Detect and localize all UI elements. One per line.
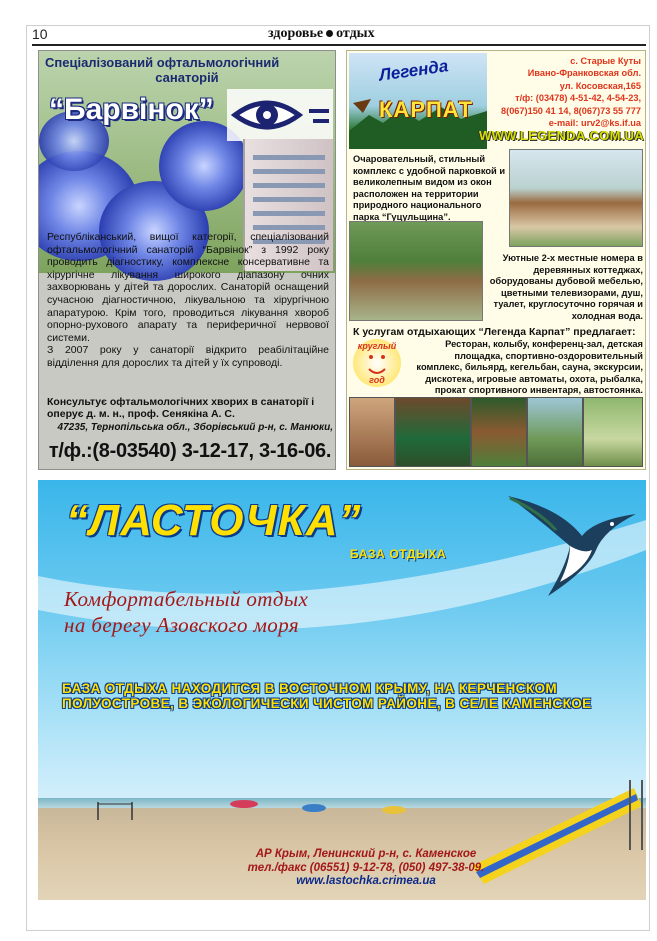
header-divider [32,44,646,46]
barvinok-description [47,231,329,370]
wooden-hotel-photo [509,149,643,247]
lastochka-website-link[interactable]: www.lastochka.crimea.ua [296,875,436,887]
barvinok-body-text: Республіканський, вищої категорії, спеціалізований офтальмологічний санаторій “Барвінок” з 1992 року проводить діагностику, комплексне консервативне та хірургічне лікування широкого діапазону очних захворювань у дітей та дорослих. Санаторій оснащений сучасною діагностичною, лікувальною та хірургічною апаратурою. Крім того, проводиться лікування хвороб опорно-рухового апарату та периферичної нервової системи. [47,231,329,344]
legenda-rooms-text: Уютные 2-х местные номера в деревянных коттеджах, оборудованы дубовой мебелью, цветными телевизорами, душ, туалет, круглосуточно горячая и холодная вода. [489,253,643,321]
legenda-karpat-ad [346,50,646,470]
barvinok-heading-line2: санаторій [155,70,219,85]
year-round-badge [353,339,401,387]
lastochka-contacts [176,848,556,889]
legenda-logo-top: Легенда [377,56,450,85]
barvinok-consult: Консультує офтальмологічних хворих в санаторії і оперує д. м. н., проф. Сенякіна А. С. [47,396,315,420]
walking-photo [527,397,583,467]
lastochka-description: БАЗА ОТДЫХА НАХОДИТСЯ В ВОСТОЧНОМ КРЫМУ, НА КЕРЧЕНСКОМ ПОЛУОСТРОВЕ, В ЭКОЛОГИЧЕСКИ ЧИСТОМ РАЙОНЕ, В СЕЛЕ КАМЕНСКОЕ [62,681,592,711]
barvinok-ad [38,50,336,470]
lastochka-address: АР Крым, Ленинский р-н, с. Каменское [255,848,477,860]
billiards-photo [395,397,471,467]
legenda-phone-line: 8(067)150 41 14, 8(067)73 55 777 [501,105,641,116]
barvinok-heading-line1: Спеціалізований офтальмологічний [45,55,280,70]
header-title-right: отдых [336,26,375,41]
legenda-intro-text: Очаровательный, стильный комплекс с удобной парковкой и великолепным видом из окон расположен на территории природного национального парка “Гуцульщина”. [353,154,506,222]
header-title-left: здоровье [268,26,324,41]
legenda-phone-line: т/ф: (03478) 4-51-42, 4-54-23, [515,93,641,104]
lastochka-ad [38,480,646,900]
legenda-address-line: ул. Косовская,165 [559,80,641,91]
pool-photo [583,397,643,467]
barvinok-phone: т/ф.:(8-03540) 3-12-17, 3-16-06. [48,440,332,462]
lastochka-slogan [64,586,404,638]
barvinok-address: 47235, Тернопільська обл., Зборівський р-н, с. Манюки, [57,422,333,433]
page-number: 10 [32,26,48,42]
legenda-logo [349,53,487,149]
badge-text-bottom: год [369,375,385,385]
lastochka-subtitle: БАЗА ОТДЫХА [350,547,447,561]
legenda-address-line: Ивано-Франковская обл. [527,68,641,79]
massage-photo [349,397,395,467]
legenda-services-list: Ресторан, колыбу, конференц-зал, детская площадка, спортивно-оздоровительный комплекс, бильярд, кегельбан, сауна, экскурсии, дискотека, игровые автоматы, охота, рыбалка, прокат спортивного инвентаря, автостоянка. [416,339,643,395]
eye-logo-icon [227,89,333,141]
slogan-line-2: на берегу Азовского моря [64,613,299,637]
swallow-bird-icon [500,490,642,602]
forest-cottages-photo [349,221,483,321]
cottage-photo [471,397,527,467]
barvinok-name: “Барвінок” [49,93,214,126]
lastochka-phone: тел./факс (06551) 9-12-78, (050) 497-38-09. [247,861,485,874]
legenda-website-link[interactable]: WWW.LEGENDA.COM.UA [479,128,644,143]
barvinok-heading [45,55,329,85]
legenda-logo-bottom: КАРПАТ [379,97,474,122]
legenda-contacts [487,55,641,129]
badge-text-top: круглый [357,341,397,351]
bullet-icon [326,30,333,37]
legenda-services-title: К услугам отдыхающих “Легенда Карпат” предлагает: [353,326,636,338]
slogan-line-1: Комфортабельный отдых [64,587,309,611]
barvinok-body-text-2: З 2007 року у санаторії відкрито реабілітаційне відділення для дорослих та дітей у їх супроводі. [47,344,329,369]
legenda-address-line: с. Старые Куты [570,56,641,66]
magazine-header [268,26,375,42]
lastochka-title: “ЛАСТОЧКА” [66,496,362,545]
legenda-email: e-mail: urv2@ks.if.ua [548,118,641,129]
